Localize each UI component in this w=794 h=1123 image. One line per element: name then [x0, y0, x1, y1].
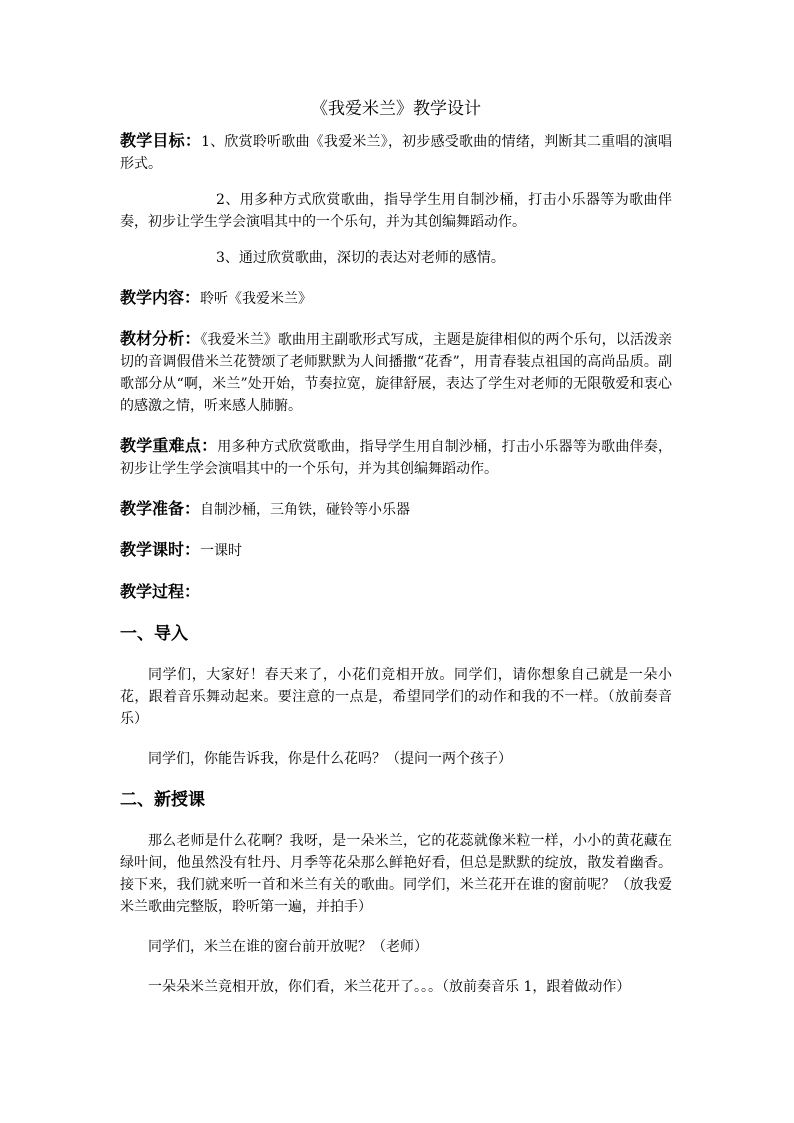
- teaching-prep-text: 自制沙桶，三角铁，碰铃等小乐器: [200, 502, 411, 518]
- section-2-heading: 二、新授课: [120, 790, 205, 810]
- teaching-prep-label: 教学准备：: [120, 499, 201, 518]
- section-2-paragraph-3: 一朵朵米兰竞相开放，你们看，米兰花开了。。。（放前奏音乐 1，跟着做动作）: [148, 979, 631, 995]
- section-1-heading: 一、导入: [120, 624, 188, 644]
- key-points-text: 用多种方式欣赏歌曲，指导学生用自制沙桶，打击小乐器等为歌曲伴奏，初步让学生学会演唱其中的一个乐句，并为其创编舞蹈动作。: [120, 439, 672, 477]
- section-1-paragraph-1: 同学们，大家好！春天来了，小花们竞相开放。同学们，请你想象自己就是一朵小花，跟着音乐舞动起来。要注意的一点是，希望同学们的动作和我的不一样。（放前奏音乐）: [120, 667, 672, 727]
- key-points: [120, 435, 672, 480]
- material-analysis-text: 《我爱米兰》歌曲用主副歌形式写成，主题是旋律相似的两个乐句，以活泼亲切的音调假借米兰花赞颂了老师默默为人间播撒“花香”，用青春装点祖国的高尚品质。副歌部分从“啊，米兰”处开始，节奏拉宽，旋律舒展，表达了学生对老师的无限敬爱和衷心的感激之情，听来感人肺腑。: [120, 332, 672, 414]
- section-2-paragraph-1: 那么老师是什么花啊？我呀，是一朵米兰，它的花蕊就像米粒一样，小小的黄花藏在绿叶间，他虽然没有牡丹、月季等花朵那么鲜艳好看，但总是默默的绽放，散发着幽香。接下来，我们就来听一首和米兰有关的歌曲。同学们，米兰花开在谁的窗前呢？（放我爱米兰歌曲完整版，聆听第一遍，并拍手）: [120, 833, 672, 915]
- teaching-hours: [120, 539, 672, 562]
- document-page: [120, 96, 672, 998]
- teaching-process-label: 教学过程：: [120, 582, 201, 601]
- teaching-goals-3: 3、通过欣赏歌曲，深切的表达对老师的感情。: [216, 250, 505, 266]
- teaching-goals-1-text: 1、欣赏聆听歌曲《我爱米兰》，初步感受歌曲的情绪，判断其二重唱的演唱形式。: [120, 134, 672, 172]
- teaching-content: [120, 287, 672, 310]
- section-1-paragraph-2: 同学们，你能告诉我，你是什么花吗？（提问一两个孩子）: [148, 751, 512, 767]
- section-2-paragraph-2: 同学们，米兰在谁的窗台前开放呢？（老师）: [148, 939, 428, 955]
- teaching-hours-label: 教学课时：: [120, 540, 201, 559]
- teaching-prep: [120, 498, 672, 521]
- material-analysis-label: 教材分析：: [120, 329, 201, 348]
- teaching-content-text: 聆听《我爱米兰》: [200, 291, 313, 307]
- material-analysis: [120, 328, 672, 417]
- key-points-label: 教学重难点：: [120, 436, 218, 455]
- document-title: 《我爱米兰》教学设计: [311, 99, 481, 119]
- teaching-hours-text: 一课时: [200, 543, 243, 559]
- teaching-goals-1: [120, 130, 672, 175]
- teaching-content-label: 教学内容：: [120, 288, 201, 307]
- teaching-goals-2: 2、用多种方式欣赏歌曲，指导学生用自制沙桶，打击小乐器等为歌曲伴奏，初步让学生学会演唱其中的一个乐句，并为其创编舞蹈动作。: [120, 192, 672, 230]
- teaching-goals-label: 教学目标：: [120, 131, 202, 150]
